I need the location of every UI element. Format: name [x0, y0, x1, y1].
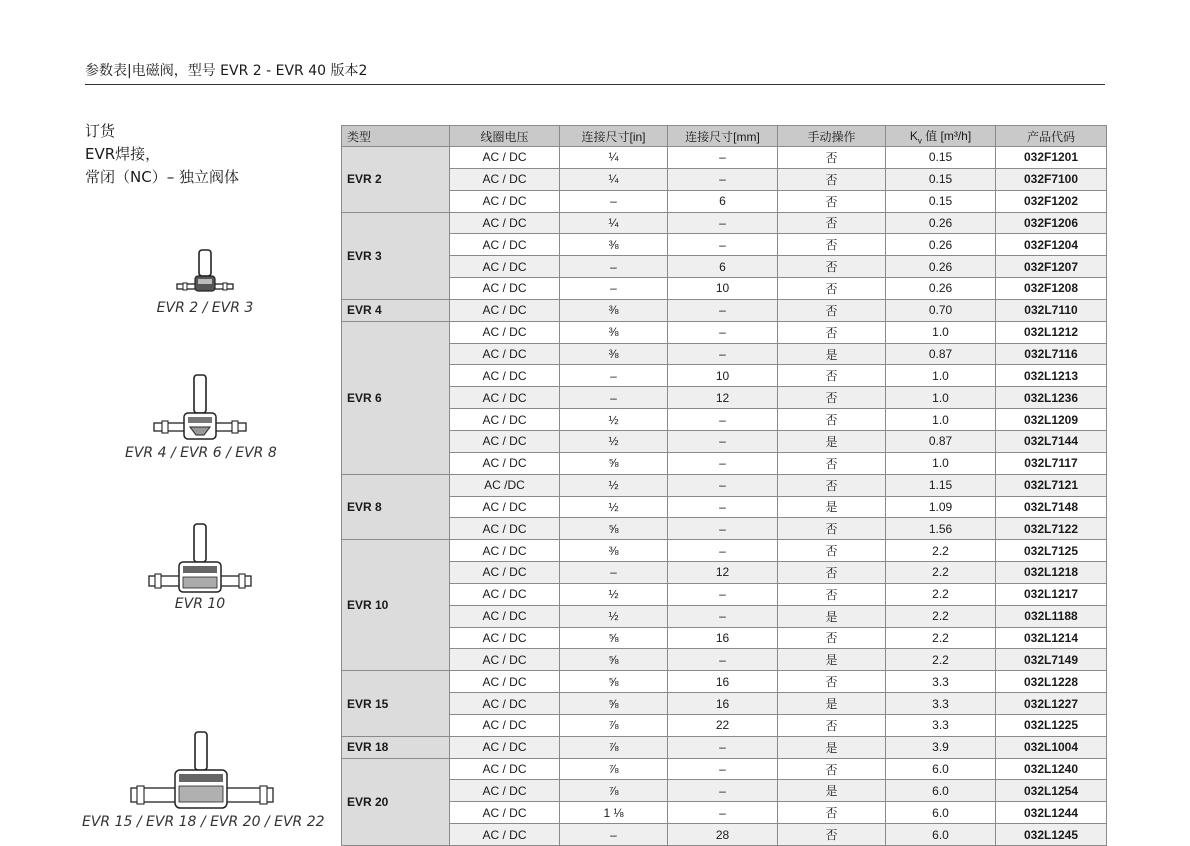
- code-cell: 032L1213: [996, 365, 1107, 387]
- voltage-cell: AC / DC: [450, 627, 560, 649]
- voltage-cell: AC / DC: [450, 299, 560, 321]
- type-cell: EVR 15: [342, 671, 450, 737]
- small-solenoid-valve-icon: [175, 248, 235, 298]
- type-cell: EVR 3: [342, 212, 450, 299]
- table-body: [342, 147, 1107, 846]
- conn-mm-cell: –: [668, 518, 778, 540]
- kv-cell: 1.09: [886, 496, 996, 518]
- voltage-cell: AC / DC: [450, 780, 560, 802]
- conn-mm-cell: 12: [668, 387, 778, 409]
- conn-in-cell: ½: [560, 474, 668, 496]
- conn-mm-cell: –: [668, 212, 778, 234]
- type-cell: EVR 20: [342, 758, 450, 845]
- conn-in-cell: ¼: [560, 212, 668, 234]
- manual-cell: 否: [778, 409, 886, 431]
- manual-cell: 是: [778, 693, 886, 715]
- voltage-cell: AC / DC: [450, 540, 560, 562]
- table-row: [342, 430, 1107, 452]
- conn-in-cell: –: [560, 562, 668, 584]
- conn-in-cell: 1 ⅛: [560, 802, 668, 824]
- table-row: [342, 168, 1107, 190]
- conn-in-cell: ½: [560, 605, 668, 627]
- code-cell: 032F1208: [996, 278, 1107, 300]
- voltage-cell: AC / DC: [450, 693, 560, 715]
- code-cell: 032L1214: [996, 627, 1107, 649]
- conn-mm-cell: 12: [668, 562, 778, 584]
- code-cell: 032L7110: [996, 299, 1107, 321]
- conn-mm-cell: –: [668, 321, 778, 343]
- figure-caption: EVR 4 / EVR 6 / EVR 8: [125, 445, 277, 461]
- conn-in-cell: –: [560, 824, 668, 846]
- manual-cell: 否: [778, 234, 886, 256]
- section-title: [85, 120, 239, 189]
- code-cell: 032L1225: [996, 714, 1107, 736]
- voltage-cell: AC / DC: [450, 387, 560, 409]
- table-row: [342, 583, 1107, 605]
- code-cell: 032L1004: [996, 736, 1107, 758]
- kv-cell: 0.15: [886, 190, 996, 212]
- conn-mm-cell: –: [668, 496, 778, 518]
- table-row: [342, 452, 1107, 474]
- conn-mm-cell: –: [668, 649, 778, 671]
- table-row: [342, 387, 1107, 409]
- conn-mm-cell: 10: [668, 365, 778, 387]
- conn-in-cell: ½: [560, 496, 668, 518]
- voltage-cell: AC / DC: [450, 343, 560, 365]
- kv-cell: 1.0: [886, 452, 996, 474]
- code-cell: 032L7117: [996, 452, 1107, 474]
- conn-mm-cell: 6: [668, 190, 778, 212]
- voltage-cell: AC / DC: [450, 736, 560, 758]
- voltage-cell: AC / DC: [450, 147, 560, 169]
- table-row: [342, 714, 1107, 736]
- voltage-cell: AC / DC: [450, 168, 560, 190]
- type-cell: EVR 4: [342, 299, 450, 321]
- code-cell: 032F1207: [996, 256, 1107, 278]
- column-header-conn-mm: 连接尺寸[mm]: [668, 126, 778, 147]
- conn-in-cell: ½: [560, 409, 668, 431]
- voltage-cell: AC / DC: [450, 562, 560, 584]
- kv-cell: 2.2: [886, 627, 996, 649]
- kv-cell: 3.3: [886, 671, 996, 693]
- type-cell: EVR 2: [342, 147, 450, 213]
- code-cell: 032L1188: [996, 605, 1107, 627]
- conn-in-cell: ⅝: [560, 649, 668, 671]
- manual-cell: 否: [778, 583, 886, 605]
- conn-mm-cell: –: [668, 780, 778, 802]
- conn-in-cell: ⅝: [560, 452, 668, 474]
- code-cell: 032L1228: [996, 671, 1107, 693]
- figure-evr15-evr22: [82, 730, 325, 830]
- kv-cell: 6.0: [886, 824, 996, 846]
- manual-cell: 是: [778, 736, 886, 758]
- code-cell: 032L7148: [996, 496, 1107, 518]
- manual-cell: 是: [778, 649, 886, 671]
- kv-cell: 1.56: [886, 518, 996, 540]
- conn-in-cell: –: [560, 256, 668, 278]
- kv-cell: 0.15: [886, 168, 996, 190]
- code-cell: 032F1202: [996, 190, 1107, 212]
- column-header-voltage: 线圈电压: [450, 126, 560, 147]
- voltage-cell: AC / DC: [450, 714, 560, 736]
- conn-in-cell: ⅜: [560, 299, 668, 321]
- conn-mm-cell: 6: [668, 256, 778, 278]
- conn-in-cell: ⅜: [560, 343, 668, 365]
- code-cell: 032L7122: [996, 518, 1107, 540]
- code-cell: 032L1227: [996, 693, 1107, 715]
- manual-cell: 否: [778, 321, 886, 343]
- code-cell: 032L7116: [996, 343, 1107, 365]
- figure-caption: EVR 10: [174, 596, 226, 612]
- conn-mm-cell: –: [668, 736, 778, 758]
- kv-cell: 6.0: [886, 780, 996, 802]
- table-row: [342, 212, 1107, 234]
- column-header-manual: 手动操作: [778, 126, 886, 147]
- type-cell: EVR 10: [342, 540, 450, 671]
- figure-caption: EVR 15 / EVR 18 / EVR 20 / EVR 22: [82, 814, 325, 830]
- kv-cell: 1.0: [886, 365, 996, 387]
- conn-mm-cell: 16: [668, 693, 778, 715]
- figure-evr10: [125, 522, 275, 612]
- code-cell: 032L7125: [996, 540, 1107, 562]
- table-row: [342, 299, 1107, 321]
- voltage-cell: AC /DC: [450, 474, 560, 496]
- manual-cell: 是: [778, 343, 886, 365]
- voltage-cell: AC / DC: [450, 671, 560, 693]
- manual-cell: 否: [778, 190, 886, 212]
- section-title-line-3: 常闭（NC）– 独立阀体: [85, 168, 239, 186]
- kv-cell: 2.2: [886, 540, 996, 562]
- conn-mm-cell: –: [668, 147, 778, 169]
- table-row: [342, 780, 1107, 802]
- conn-in-cell: ⅞: [560, 714, 668, 736]
- conn-in-cell: ⅜: [560, 321, 668, 343]
- manual-cell: 否: [778, 147, 886, 169]
- conn-in-cell: –: [560, 278, 668, 300]
- kv-cell: 3.3: [886, 693, 996, 715]
- voltage-cell: AC / DC: [450, 430, 560, 452]
- figure-evr2-evr3: [130, 248, 280, 316]
- conn-mm-cell: –: [668, 758, 778, 780]
- table-row: [342, 802, 1107, 824]
- figure-caption: EVR 2 / EVR 3: [156, 300, 254, 316]
- kv-symbol: K: [909, 128, 918, 143]
- kv-cell: 3.3: [886, 714, 996, 736]
- voltage-cell: AC / DC: [450, 256, 560, 278]
- manual-cell: 否: [778, 474, 886, 496]
- code-cell: 032L1254: [996, 780, 1107, 802]
- manual-cell: 否: [778, 518, 886, 540]
- kv-cell: 0.87: [886, 343, 996, 365]
- conn-mm-cell: –: [668, 540, 778, 562]
- table-row: [342, 605, 1107, 627]
- voltage-cell: AC / DC: [450, 321, 560, 343]
- kv-cell: 0.70: [886, 299, 996, 321]
- conn-mm-cell: 16: [668, 627, 778, 649]
- kv-cell: 1.0: [886, 409, 996, 431]
- conn-mm-cell: –: [668, 234, 778, 256]
- code-cell: 032F1206: [996, 212, 1107, 234]
- kv-cell: 0.87: [886, 430, 996, 452]
- section-title-line-2: EVR焊接，: [85, 145, 161, 163]
- manual-cell: 否: [778, 212, 886, 234]
- table-row: [342, 321, 1107, 343]
- conn-mm-cell: –: [668, 583, 778, 605]
- manual-cell: 否: [778, 168, 886, 190]
- manual-cell: 否: [778, 562, 886, 584]
- column-header-type: 类型: [342, 126, 450, 147]
- conn-in-cell: ½: [560, 430, 668, 452]
- voltage-cell: AC / DC: [450, 452, 560, 474]
- voltage-cell: AC / DC: [450, 212, 560, 234]
- kv-cell: 2.2: [886, 583, 996, 605]
- kv-cell: 3.9: [886, 736, 996, 758]
- code-cell: 032F1204: [996, 234, 1107, 256]
- kv-cell: 2.2: [886, 605, 996, 627]
- conn-in-cell: ⅝: [560, 627, 668, 649]
- kv-cell: 0.26: [886, 256, 996, 278]
- manual-cell: 否: [778, 714, 886, 736]
- conn-mm-cell: –: [668, 343, 778, 365]
- code-cell: 032L1218: [996, 562, 1107, 584]
- table-row: [342, 234, 1107, 256]
- code-cell: 032L7149: [996, 649, 1107, 671]
- conn-mm-cell: –: [668, 474, 778, 496]
- table-row: [342, 496, 1107, 518]
- table-row: [342, 518, 1107, 540]
- type-cell: EVR 6: [342, 321, 450, 474]
- code-cell: 032L7144: [996, 430, 1107, 452]
- kv-cell: 0.26: [886, 278, 996, 300]
- table-header-row: [342, 126, 1107, 147]
- code-cell: 032L1212: [996, 321, 1107, 343]
- table-row: [342, 540, 1107, 562]
- code-cell: 032L1245: [996, 824, 1107, 846]
- table-row: [342, 671, 1107, 693]
- large-solenoid-valve-icon: [127, 730, 277, 812]
- conn-mm-cell: –: [668, 452, 778, 474]
- conn-in-cell: ⅝: [560, 693, 668, 715]
- voltage-cell: AC / DC: [450, 518, 560, 540]
- table-row: [342, 736, 1107, 758]
- conn-in-cell: ⅝: [560, 671, 668, 693]
- manual-cell: 否: [778, 627, 886, 649]
- voltage-cell: AC / DC: [450, 190, 560, 212]
- kv-cell: 0.26: [886, 212, 996, 234]
- manual-cell: 是: [778, 430, 886, 452]
- column-header-conn-in: 连接尺寸[in]: [560, 126, 668, 147]
- manual-cell: 否: [778, 387, 886, 409]
- conn-in-cell: ⅞: [560, 736, 668, 758]
- kv-cell: 1.0: [886, 321, 996, 343]
- type-cell: EVR 8: [342, 474, 450, 540]
- voltage-cell: AC / DC: [450, 605, 560, 627]
- conn-mm-cell: –: [668, 430, 778, 452]
- manual-cell: 是: [778, 496, 886, 518]
- voltage-cell: AC / DC: [450, 824, 560, 846]
- conn-in-cell: ⅝: [560, 518, 668, 540]
- kv-cell: 1.0: [886, 387, 996, 409]
- code-cell: 032L1244: [996, 802, 1107, 824]
- voltage-cell: AC / DC: [450, 496, 560, 518]
- manual-cell: 否: [778, 299, 886, 321]
- column-header-code: 产品代码: [996, 126, 1107, 147]
- voltage-cell: AC / DC: [450, 802, 560, 824]
- conn-mm-cell: –: [668, 802, 778, 824]
- conn-in-cell: ⅜: [560, 540, 668, 562]
- table-row: [342, 562, 1107, 584]
- voltage-cell: AC / DC: [450, 365, 560, 387]
- kv-label: 值 [m³/h]: [921, 128, 972, 143]
- manual-cell: 否: [778, 365, 886, 387]
- conn-mm-cell: –: [668, 168, 778, 190]
- conn-in-cell: –: [560, 387, 668, 409]
- kv-cell: 0.15: [886, 147, 996, 169]
- solenoid-valve-icon: [145, 522, 255, 594]
- type-cell: EVR 18: [342, 736, 450, 758]
- figure-evr4-evr6-evr8: [125, 373, 275, 461]
- manual-cell: 否: [778, 278, 886, 300]
- conn-in-cell: ⅞: [560, 780, 668, 802]
- table-row: [342, 190, 1107, 212]
- code-cell: 032L1217: [996, 583, 1107, 605]
- conn-in-cell: ⅞: [560, 758, 668, 780]
- conn-in-cell: ¼: [560, 147, 668, 169]
- conn-mm-cell: 28: [668, 824, 778, 846]
- code-cell: 032L1209: [996, 409, 1107, 431]
- voltage-cell: AC / DC: [450, 409, 560, 431]
- manual-cell: 否: [778, 256, 886, 278]
- conn-in-cell: –: [560, 190, 668, 212]
- code-cell: 032L7121: [996, 474, 1107, 496]
- table-row: [342, 758, 1107, 780]
- kv-cell: 2.2: [886, 649, 996, 671]
- conn-mm-cell: –: [668, 409, 778, 431]
- table-row: [342, 343, 1107, 365]
- table-row: [342, 649, 1107, 671]
- conn-in-cell: ⅜: [560, 234, 668, 256]
- conn-mm-cell: 22: [668, 714, 778, 736]
- conn-mm-cell: 10: [668, 278, 778, 300]
- conn-in-cell: –: [560, 365, 668, 387]
- voltage-cell: AC / DC: [450, 583, 560, 605]
- voltage-cell: AC / DC: [450, 758, 560, 780]
- table-row: [342, 365, 1107, 387]
- table-row: [342, 278, 1107, 300]
- kv-cell: 2.2: [886, 562, 996, 584]
- medium-solenoid-valve-icon: [150, 373, 250, 443]
- code-cell: 032L1236: [996, 387, 1107, 409]
- voltage-cell: AC / DC: [450, 234, 560, 256]
- kv-cell: 6.0: [886, 758, 996, 780]
- manual-cell: 否: [778, 802, 886, 824]
- manual-cell: 是: [778, 605, 886, 627]
- kv-cell: 6.0: [886, 802, 996, 824]
- table-row: [342, 147, 1107, 169]
- manual-cell: 否: [778, 540, 886, 562]
- column-header-kv: [886, 126, 996, 147]
- manual-cell: 否: [778, 452, 886, 474]
- code-cell: 032F7100: [996, 168, 1107, 190]
- voltage-cell: AC / DC: [450, 278, 560, 300]
- conn-mm-cell: –: [668, 605, 778, 627]
- voltage-cell: AC / DC: [450, 649, 560, 671]
- manual-cell: 是: [778, 780, 886, 802]
- manual-cell: 否: [778, 824, 886, 846]
- table-row: [342, 256, 1107, 278]
- section-title-line-1: 订货: [85, 122, 116, 140]
- table-row: [342, 693, 1107, 715]
- conn-in-cell: ¼: [560, 168, 668, 190]
- kv-cell: 0.26: [886, 234, 996, 256]
- page-header: [85, 60, 1105, 85]
- code-cell: 032L1240: [996, 758, 1107, 780]
- manual-cell: 否: [778, 671, 886, 693]
- ordering-table: [341, 125, 1107, 846]
- conn-mm-cell: 16: [668, 671, 778, 693]
- kv-subscript: v: [917, 136, 922, 146]
- code-cell: 032F1201: [996, 147, 1107, 169]
- table-row: [342, 474, 1107, 496]
- table-row: [342, 627, 1107, 649]
- conn-in-cell: ½: [560, 583, 668, 605]
- kv-cell: 1.15: [886, 474, 996, 496]
- table-row: [342, 824, 1107, 846]
- page-title: 参数表|电磁阀，型号 EVR 2 - EVR 40 版本2: [85, 63, 368, 79]
- conn-mm-cell: –: [668, 299, 778, 321]
- table-row: [342, 409, 1107, 431]
- manual-cell: 否: [778, 758, 886, 780]
